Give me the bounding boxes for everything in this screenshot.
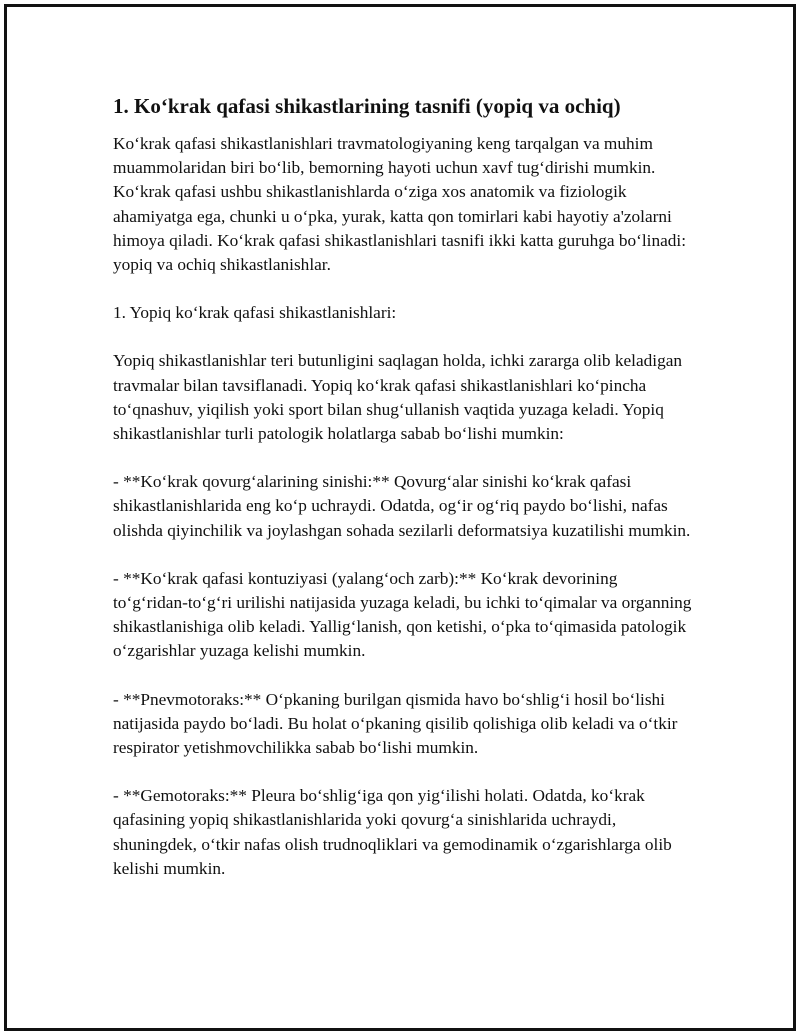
paragraph-closed-injuries-description: Yopiq shikastlanishlar teri butunligini saqlagan holda, ichki zararga olib keladigan travmalar bilan tavsiflanadi. Yopiq ko‘krak qafasi shikastlanishlari ko‘pincha to‘qnashuv, yiqilish yoki sport bilan shug‘ullanish vaqtida yuzaga keladi. Yopiq shikastlanishlar turli patologik holatlarga sabab bo‘lishi mumkin: xyxy=(113,351,683,444)
paragraph-hemothorax: - **Gemotoraks:** Pleura bo‘shlig‘iga qon yig‘ilishi holati. Odatda, ko‘krak qafasining yopiq shikastlanishlarida yoki qovurg‘a sinishlarida uchraydi, shuningdek, o‘tkir nafas olish trudnoqliklari va gemodinamik o‘zgarishlarga olib kelishi mumkin. xyxy=(113,786,672,878)
document-body xyxy=(113,92,693,905)
paragraph-pneumothorax: - **Pnevmotoraks:** O‘pkaning burilgan qismida havo bo‘shlig‘i hosil bo‘lishi natijasida paydo bo‘ladi. Bu holat o‘pkaning qisilib qolishiga olib keladi va o‘tkir respirator yetishmovchilikka sabab bo‘lishi mumkin. xyxy=(113,689,678,758)
paragraph-rib-fracture: - **Ko‘krak qovurg‘alarining sinishi:** Qovurg‘alar sinishi ko‘krak qafasi shikastlanishlarida eng ko‘p uchraydi. Odatda, og‘ir og‘riq paydo bo‘lishi, nafas olishda qiyinchilik va joylashgan sohada sezilarli deformatsiya kuzatilishi mumkin. xyxy=(113,472,691,540)
paragraph-intro: Ko‘krak qafasi shikastlanishlari travmatologiyaning keng tarqalgan va muhim muammolaridan biri bo‘lib, bemorning hayoti uchun xavf tug‘dirishi mumkin. Ko‘krak qafasi ushbu shikastlanishlarda o‘ziga xos anatomik va fiziologik ahamiyatga ega, chunki u o‘pka, yurak, katta qon tomirlari kabi hayotiy a'zolarni himoya qiladi. Ko‘krak qafasi shikastlanishlari tasnifi ikki katta guruhga bo‘linadi: yopiq va ochiq shikastlanishlar. xyxy=(113,134,687,275)
paragraph-chest-contusion: - **Ko‘krak qafasi kontuziyasi (yalang‘och zarb):** Ko‘krak devorining to‘g‘ridan-to‘g‘ri urilishi natijasida yuzaga keladi, bu ichki to‘qimalar va organning shikastlanishiga olib keladi. Yallig‘lanish, qon ketishi, o‘pka to‘qimasida patologik o‘zgarishlar yuzaga kelishi mumkin. xyxy=(113,568,692,661)
paragraph-closed-injuries-heading: 1. Yopiq ko‘krak qafasi shikastlanishlari: xyxy=(113,303,397,323)
document-title: 1. Ko‘krak qafasi shikastlarining tasnifi (yopiq va ochiq) xyxy=(113,94,621,118)
